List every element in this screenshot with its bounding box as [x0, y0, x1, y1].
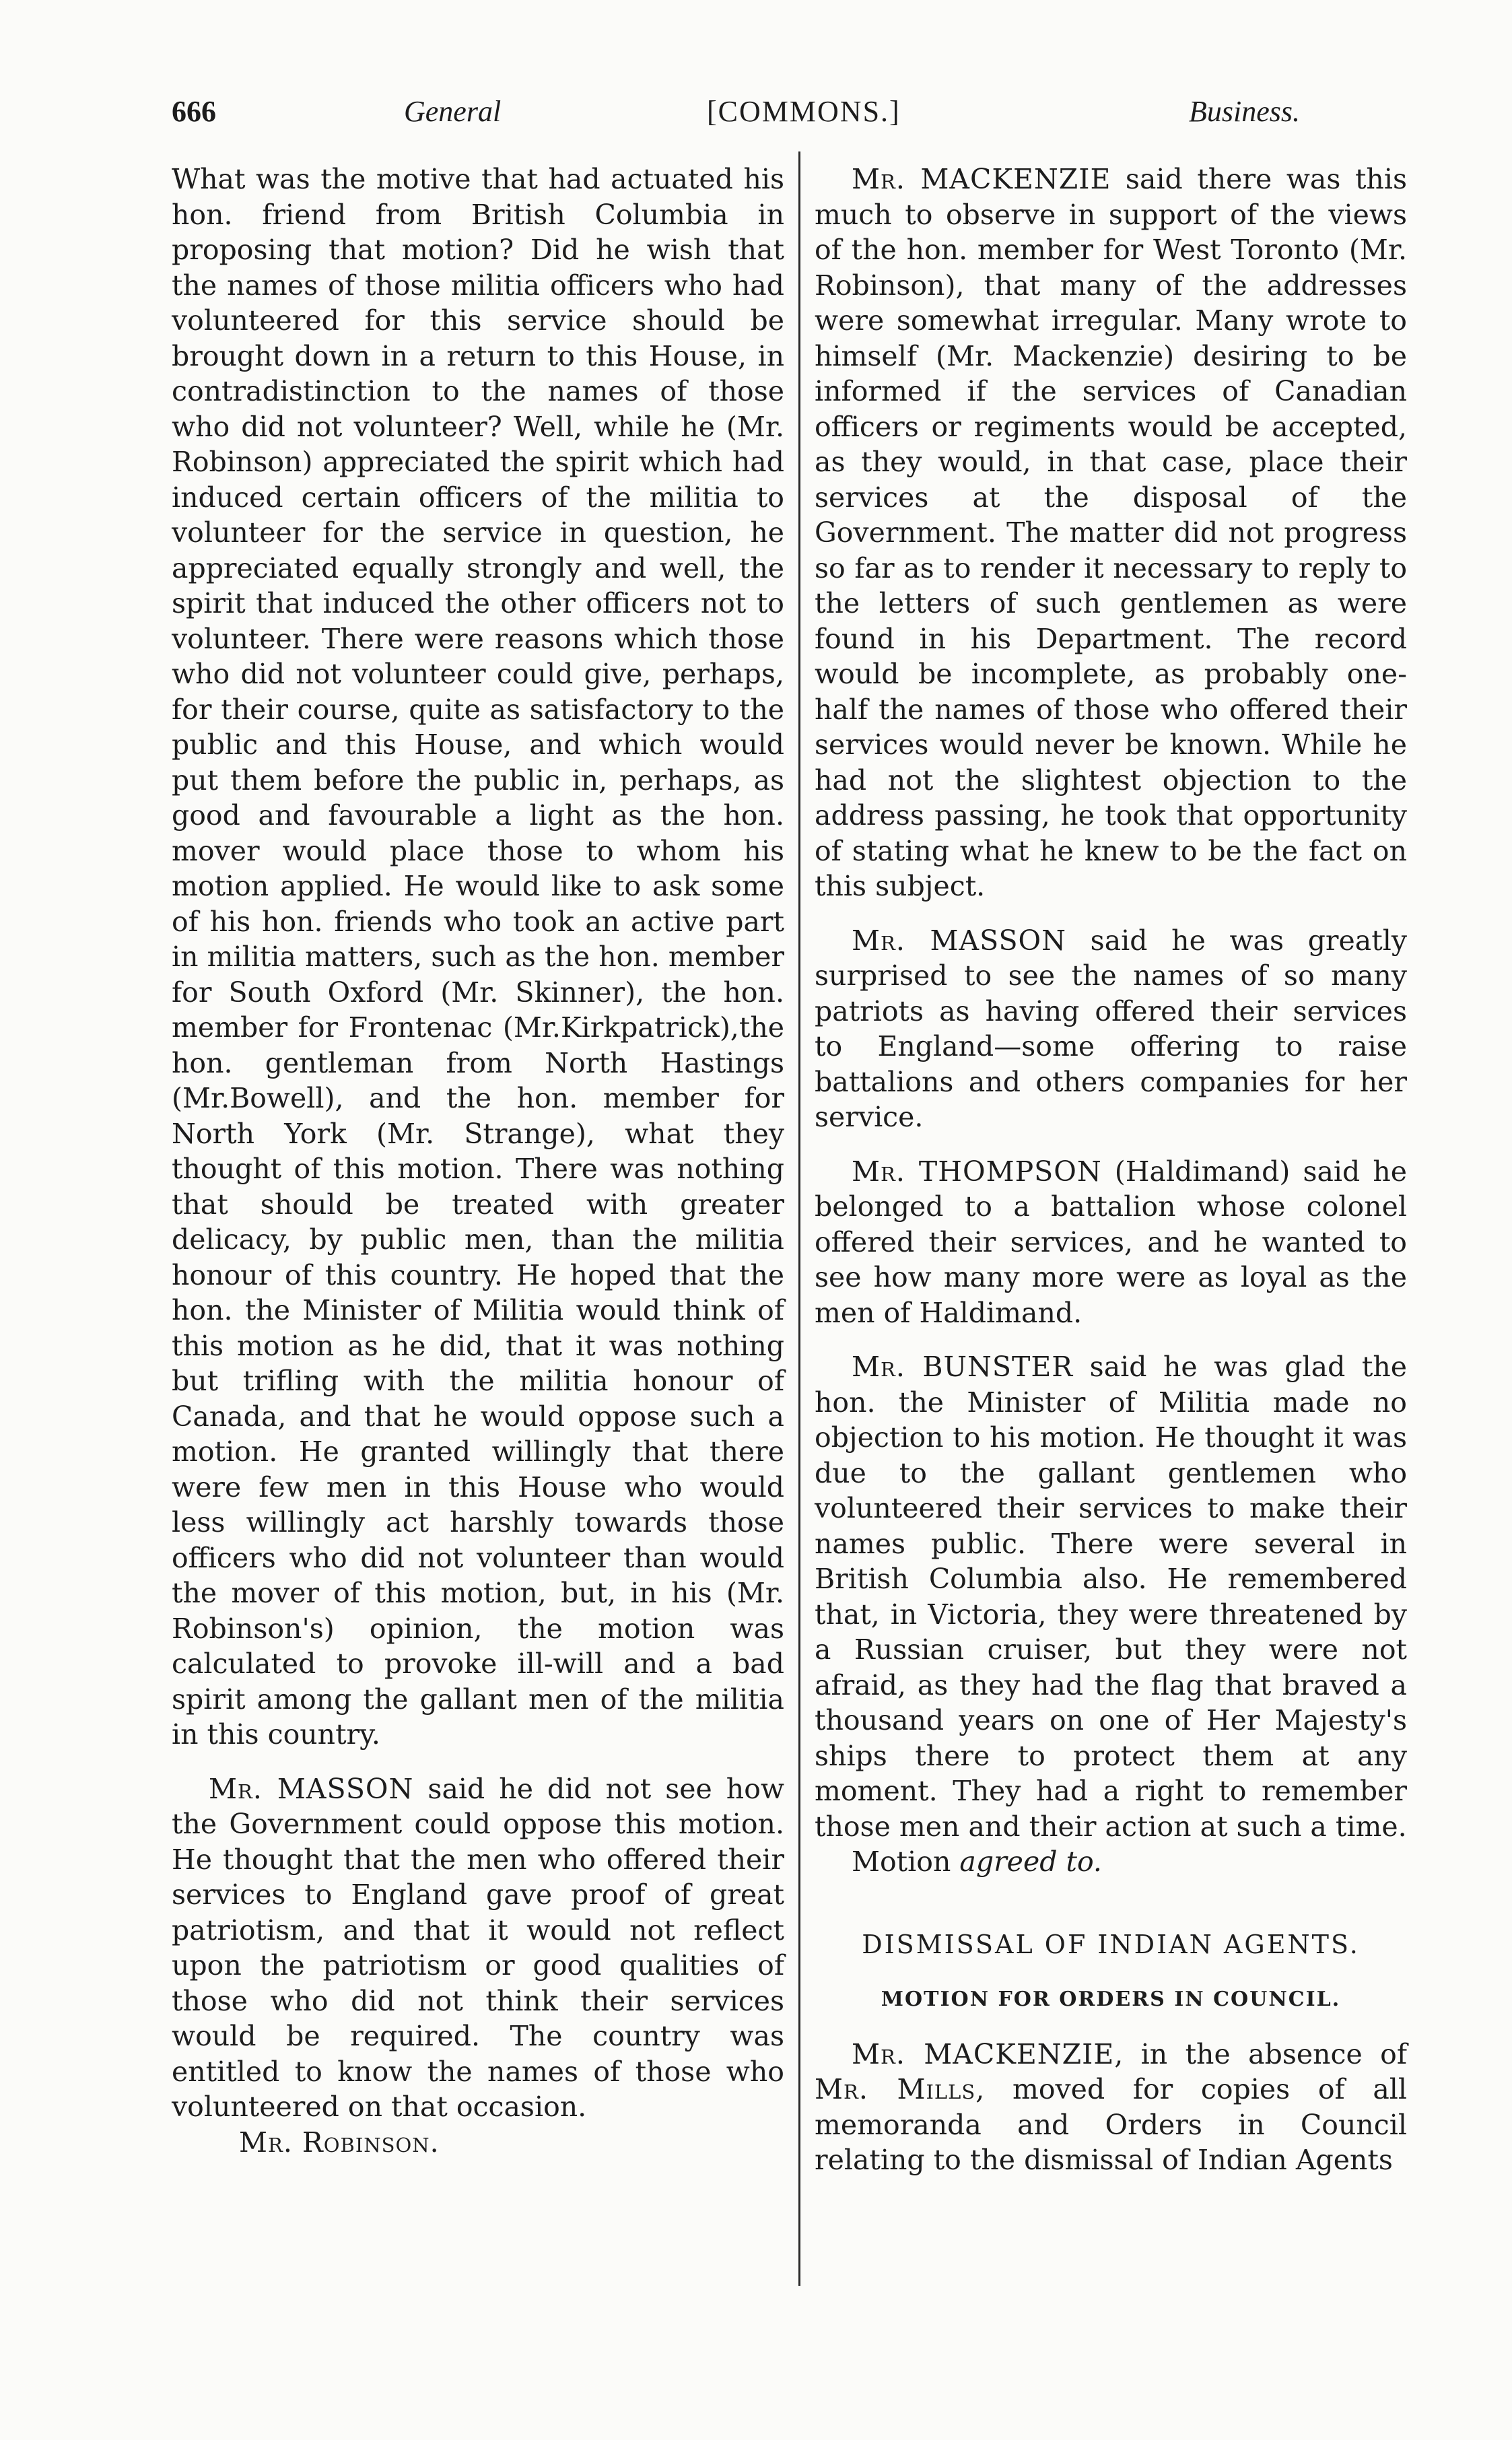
motion-prefix: Motion [852, 1845, 960, 1878]
speaker-name: Mr. MASSON [209, 1772, 414, 1805]
running-header [172, 94, 1340, 135]
speech-text: said he was greatly surprised to see the names of so many patriots as having offered their services to England—some offering to raise battalions and others companies for her service. [815, 924, 1407, 1133]
paragraph: What was the motive that had actuated his hon. friend from British Columbia in proposing that motion? Did he wish that the names of those militia officers who had volunteered for this service should be brought down in a return to this House, in contradistinction to the names of those who did not volunteer? Well, while he (Mr. Robinson) appreciated the spirit which had induced certain officers of the militia to volunteer for the service in question, he appreciated equally strongly and well, the spirit that induced the other officers not to volunteer. There were reasons which those who did not volunteer could give, perhaps, for their course, quite as satisfactory to the public and this House, and which would put them before the public in, perhaps, as good and favourable a light as the hon. mover would place those to whom his motion applied. He would like to ask some of his hon. friends who took an active part in militia matters, such as the hon. member for South Oxford (Mr. Skinner), the hon. member for Frontenac (Mr.Kirkpatrick),the hon. gentleman from North Hastings (Mr.Bowell), and the hon. member for North York (Mr. Strange), what they thought of this motion. There was nothing that should be treated with greater delicacy, by public men, than the militia honour of this country. He hoped that the hon. the Minister of Militia would think of this motion as he did, that it was nothing but trifling with the militia honour of Canada, and that he would oppose such a motion. He granted willingly that there were few men in this House who would less willingly act harshly towards those officers who did not volunteer than would the mover of this motion, but, in his (Mr. Robinson's) opinion, the motion was calculated to provoke ill-will and a bad spirit among the gallant men of the militia in this country. [172, 163, 784, 1751]
speech-text: , moved for copies of all memoranda and Orders in Council relating to the dismissal of Indian Agents [815, 2073, 1407, 2176]
section-subheading: MOTION FOR ORDERS IN COUNCIL. [881, 1988, 1341, 2011]
motion-outcome: agreed to. [959, 1845, 1102, 1878]
paragraph [172, 1771, 784, 2125]
column-divider [798, 151, 800, 2286]
speaker-name: Mr. BUNSTER [852, 1351, 1074, 1383]
paragraph [815, 162, 1407, 904]
speech-text: , in the absence of [1114, 2037, 1407, 2070]
header-right: Business. [1189, 95, 1300, 128]
speaker-name: Mr. THOMPSON [852, 1155, 1102, 1188]
header-left: General [404, 95, 502, 128]
paragraph [815, 1349, 1407, 1844]
paragraph [815, 1154, 1407, 1331]
paragraph [815, 923, 1407, 1135]
speaker-name: Mr. MASSON [852, 924, 1067, 957]
paragraph [815, 2037, 1407, 2178]
member-name: Mr. Mills [815, 2073, 976, 2105]
right-column [815, 162, 1407, 2178]
section-heading: DISMISSAL OF INDIAN AGENTS. [862, 1929, 1360, 1959]
page-number: 666 [172, 95, 216, 128]
speech-text: said he did not see how the Government could oppose this motion. He thought that the men who offered their services to England gave proof of great patriotism, and that it would not reflect upon the patriotism or good qualities of those who did not think their services would be required. The country was entitled to know the names of those who volunteered on that occasion. [172, 1772, 784, 2123]
speech-text: said there was this much to observe in support of the views of the hon. member for West Toronto (Mr. Robinson), that many of the addresses were somewhat irregular. Many wrote to himself (Mr. Mackenzie) desiring to be informed if the services of Canadian officers or regiments would be accepted, as they would, in that case, place their services at the disposal of the Government. The matter did not progress so far as to render it necessary to reply to the letters of such gentlemen as were found in his Department. The record would be incomplete, as probably one-half the names of those who offered their services would never be known. While he had not the slightest objection to the address passing, he took that opportunity of stating what he knew to be the fact on this subject. [815, 163, 1407, 902]
speaker-name: Mr. MACKENZIE [852, 2037, 1115, 2070]
speech-text: said he was glad the hon. the Minister of Militia made no objection to his motion. He thought it was due to the gallant gentlemen who volunteered their services to make their names public. There were several in British Columbia also. He remembered that, in Victoria, they were threatened by a Russian cruiser, but they were not afraid, as they had the flag that braved a thousand years on one of Her Majesty's ships there to protect them at any moment. They had a right to remember those men and their action at such a time. [815, 1351, 1407, 1843]
motion-result [815, 1844, 1407, 1880]
signature: Mr. Robinson. [239, 2126, 440, 2159]
left-column [172, 162, 784, 2160]
speaker-name: Mr. MACKENZIE [852, 163, 1111, 195]
header-center: [COMMONS.] [707, 95, 901, 128]
speech-text: (Haldimand) said he belonged to a battalion whose colonel offered their services, and he wanted to see how many more were as loyal as the men of Haldimand. [815, 1155, 1407, 1329]
